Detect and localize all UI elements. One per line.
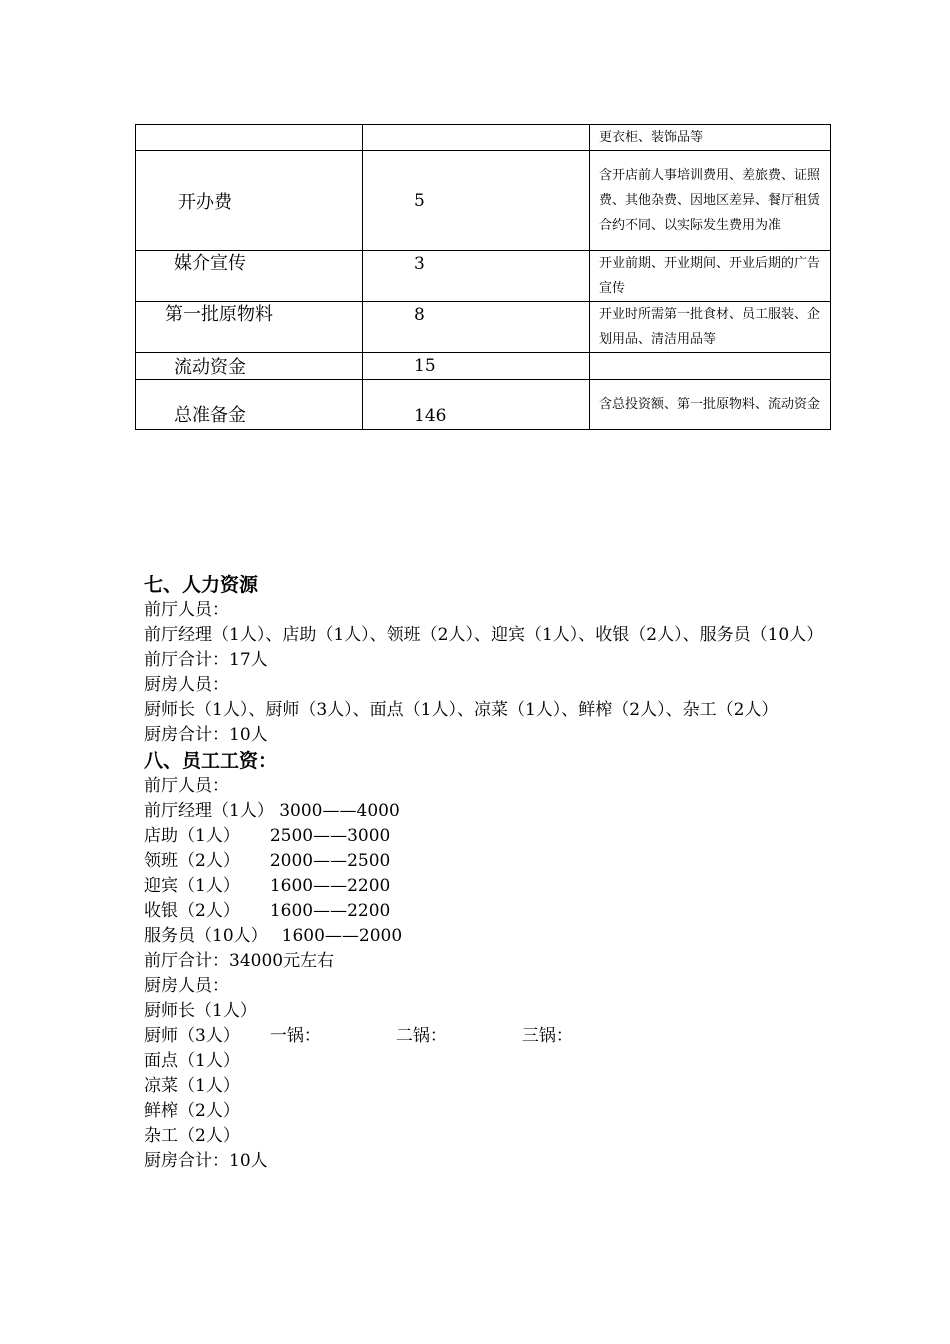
- salary-row: 服务员（10人） 1600——2000: [144, 926, 403, 946]
- salary-row: 店助（1人） 2500——3000: [144, 826, 391, 846]
- section-heading-salary: 八、员工工资：: [144, 750, 278, 772]
- document-body: [144, 572, 824, 1174]
- item-cell: 第一批原物料: [136, 302, 363, 353]
- salary-kitchen-item: 杂工（2人）: [144, 1126, 240, 1146]
- amount-cell: [363, 125, 590, 151]
- amount-cell: 5: [363, 151, 590, 251]
- kitchen-staff-list: 厨师长（1人）、厨师（3人）、面点（1人）、凉菜（1人）、鲜榨（2人）、杂工（2人）: [144, 700, 779, 720]
- salary-kitchen-item: 凉菜（1人）: [144, 1076, 240, 1096]
- note-cell: 更衣柜、装饰品等: [590, 125, 831, 151]
- table-row: [136, 125, 831, 151]
- salary-kitchen-label: 厨房人员：: [144, 976, 229, 996]
- salary-row: 收银（2人） 1600——2200: [144, 901, 391, 921]
- salary-row: 迎宾（1人） 1600——2200: [144, 876, 391, 896]
- salary-row: 领班（2人） 2000——2500: [144, 851, 391, 871]
- item-cell: 媒介宣传: [136, 251, 363, 302]
- section-heading-hr: 七、人力资源: [144, 574, 259, 596]
- amount-cell: 146: [363, 380, 590, 430]
- budget-table: [135, 124, 831, 430]
- table-row: [136, 151, 831, 251]
- front-staff-label: 前厅人员：: [144, 600, 229, 620]
- kitchen-staff-label: 厨房人员：: [144, 675, 229, 695]
- table-row: [136, 251, 831, 302]
- table-row: [136, 302, 831, 353]
- item-cell: [136, 125, 363, 151]
- salary-front-label: 前厅人员：: [144, 776, 229, 796]
- amount-cell: 15: [363, 353, 590, 380]
- note-cell: 开业时所需第一批食材、员工服装、企划用品、清洁用品等: [590, 302, 831, 353]
- item-cell: 流动资金: [136, 353, 363, 380]
- kitchen-staff-total: 厨房合计：10人: [144, 725, 268, 745]
- note-cell: 含总投资额、第一批原物料、流动资金: [590, 380, 831, 430]
- salary-chef-head: 厨师长（1人）: [144, 1001, 257, 1021]
- front-staff-total: 前厅合计：17人: [144, 650, 268, 670]
- table-row: [136, 380, 831, 430]
- table-row: [136, 353, 831, 380]
- salary-kitchen-item: 面点（1人）: [144, 1051, 240, 1071]
- salary-kitchen-total: 厨房合计：10人: [144, 1151, 268, 1171]
- note-cell: 含开店前人事培训费用、差旅费、证照费、其他杂费、因地区差异、餐厅租赁合约不同、以实际发生费用为准: [590, 151, 831, 251]
- salary-row: 前厅经理（1人） 3000——4000: [144, 801, 400, 821]
- salary-front-total: 前厅合计：34000元左右: [144, 951, 335, 971]
- note-cell: [590, 353, 831, 380]
- amount-cell: 8: [363, 302, 590, 353]
- item-cell: 开办费: [136, 151, 363, 251]
- front-staff-list: 前厅经理（1人）、店助（1人）、领班（2人）、迎宾（1人）、收银（2人）、服务员（10人）: [144, 625, 824, 645]
- salary-kitchen-item: 鲜榨（2人）: [144, 1101, 240, 1121]
- item-cell: 总准备金: [136, 380, 363, 430]
- note-cell: 开业前期、开业期间、开业后期的广告宣传: [590, 251, 831, 302]
- amount-cell: 3: [363, 251, 590, 302]
- salary-chef-row: 厨师（3人） 一锅： 二锅： 三锅：: [144, 1026, 573, 1046]
